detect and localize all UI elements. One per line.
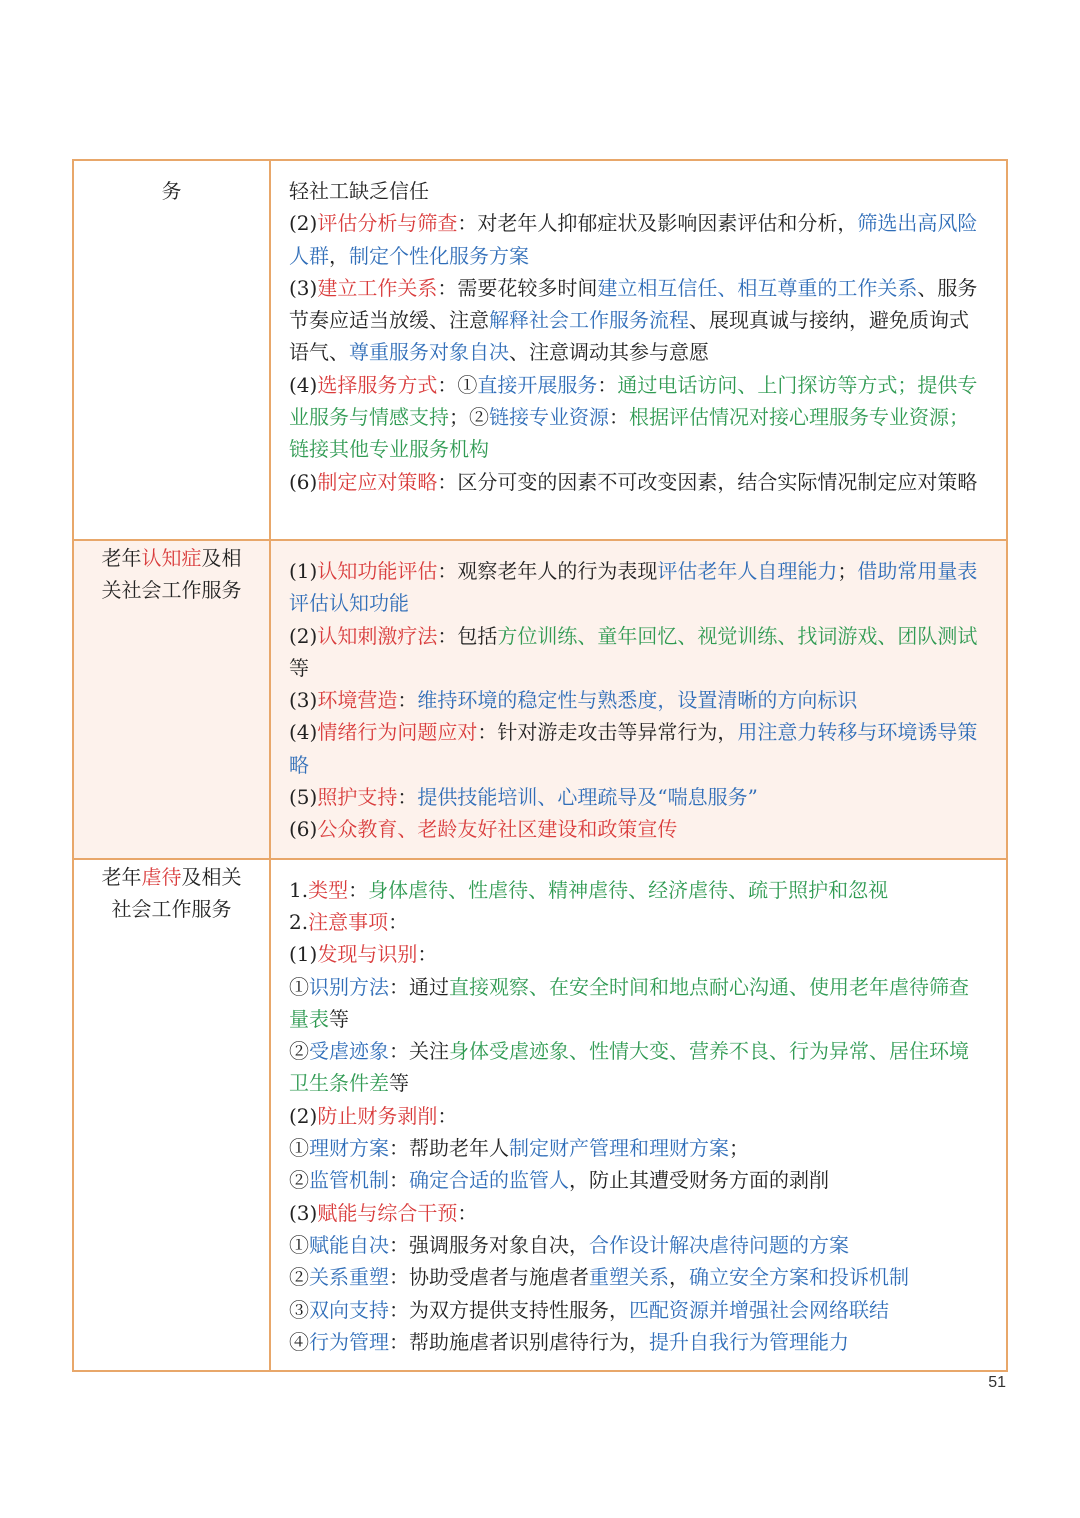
- content-line: [289, 716, 988, 781]
- body-text: ：关注: [389, 1039, 449, 1064]
- body-text: ：对老年人抑郁症状及影响因素评估和分析，: [457, 211, 858, 236]
- highlight-text: 匹配资源并增强社会网络联结: [629, 1297, 889, 1322]
- highlight-text: 根据评估情况对接心理服务专业资源；链接其他专业服务机构: [289, 405, 969, 462]
- table-row: [73, 540, 1007, 859]
- highlight-text: 解释社会工作服务流程: [489, 308, 689, 333]
- content-line: [289, 874, 988, 906]
- heading-text: 制定应对策略: [317, 469, 438, 494]
- body-text: 1.: [289, 877, 309, 902]
- heading-text: 环境营造: [317, 688, 398, 713]
- content-table: [72, 159, 1008, 1372]
- category-text-segment: 务: [161, 179, 182, 203]
- content-line: [289, 684, 988, 716]
- body-text: 等: [389, 1071, 409, 1096]
- highlight-text: 双向支持: [309, 1297, 389, 1322]
- body-text: ，防止其遭受财务方面的剥削: [569, 1168, 829, 1193]
- heading-text: 认知功能评估: [317, 559, 438, 583]
- category-text-segment: 老年: [101, 546, 142, 570]
- body-text: 等: [329, 1006, 349, 1031]
- highlight-text: 通过电话访问、上门探访等方式；提供专业服务与情感支持: [289, 372, 978, 430]
- body-text: 2.: [289, 909, 309, 934]
- body-text: (3): [289, 688, 318, 713]
- highlight-text: 受虐迹象: [309, 1039, 389, 1064]
- heading-text: 照护支持: [317, 785, 398, 810]
- content-line: [289, 1261, 988, 1293]
- content-line: [289, 175, 988, 207]
- body-text: ①: [289, 1136, 309, 1161]
- body-text: ：: [457, 1200, 478, 1225]
- heading-text: 认知刺激疗法: [317, 623, 438, 648]
- heading-text: 情绪行为问题应对: [317, 720, 478, 745]
- body-text: ：包括: [437, 623, 498, 648]
- body-text: 、注意调动其参与意愿: [509, 340, 709, 365]
- content-line: [289, 781, 988, 813]
- body-text: (3): [289, 1200, 318, 1225]
- highlight-text: 身体虐待、性虐待、精神虐待、经济虐待、疏于照护和忽视: [368, 877, 889, 902]
- body-text: ：帮助老年人: [389, 1136, 509, 1161]
- body-text: 、服务节奏应适当放缓、注意: [289, 275, 978, 333]
- body-text: ：: [597, 372, 618, 397]
- row-category-label: [75, 861, 268, 925]
- row-content-cell: [270, 540, 1007, 859]
- body-text: ②: [289, 1265, 309, 1290]
- body-text: ②: [289, 1168, 309, 1193]
- highlight-text: 监管机制: [309, 1168, 389, 1193]
- highlight-text: 筛选出高风险人群: [289, 211, 978, 268]
- body-text: ：: [437, 1103, 458, 1128]
- body-text: ，: [329, 243, 349, 268]
- body-text: (5): [289, 785, 318, 810]
- highlight-text: 重塑关系: [589, 1265, 669, 1290]
- highlight-text: 合作设计解决虐待问题的方案: [589, 1232, 849, 1257]
- body-text: ：: [389, 1168, 409, 1193]
- highlight-text: 方位训练、童年回忆、视觉训练、找词游戏、团队测试: [497, 623, 978, 648]
- row-category-cell: [73, 540, 270, 859]
- heading-text: 建立工作关系: [317, 275, 438, 300]
- row-category-label: [75, 175, 268, 207]
- highlight-text: 确立安全方案和投诉机制: [689, 1265, 909, 1290]
- highlight-text: 尊重服务对象自决: [349, 340, 509, 365]
- highlight-text: 提升自我行为管理能力: [649, 1329, 849, 1354]
- body-text: (6): [289, 469, 318, 494]
- content-line: [289, 1294, 988, 1326]
- body-text: ：通过: [389, 974, 449, 999]
- page-number: 51: [988, 1374, 1006, 1391]
- body-text: ：强调服务对象自决，: [389, 1232, 589, 1257]
- body-text: (1): [289, 942, 318, 967]
- body-text: (4): [289, 372, 318, 397]
- body-text: ，: [669, 1265, 689, 1290]
- highlight-text: 制定个性化服务方案: [349, 243, 529, 268]
- row-category-cell: [73, 859, 270, 1371]
- body-text: ；②: [449, 405, 489, 430]
- highlight-text: 直接开展服务: [477, 372, 598, 397]
- body-text: ：为双方提供支持性服务，: [389, 1297, 629, 1322]
- body-text: ：: [609, 405, 629, 430]
- highlight-text: 评估老年人自理能力: [657, 559, 838, 583]
- content-line: [289, 207, 988, 272]
- heading-text: 选择服务方式: [317, 372, 438, 397]
- content-line: [289, 1326, 988, 1358]
- highlight-text: 制定财产管理和理财方案: [509, 1136, 729, 1161]
- content-line: [289, 1100, 988, 1132]
- body-text: 、展现真诚与接纳，避免质询式语气、: [289, 308, 969, 365]
- highlight-text: 理财方案: [309, 1136, 389, 1161]
- body-text: (2): [289, 1103, 318, 1128]
- highlight-text: 直接观察、在安全时间和地点耐心沟通、使用老年虐待筛查量表: [289, 974, 969, 1031]
- highlight-text: 用注意力转移与环境诱导策略: [289, 720, 978, 777]
- body-text: ：需要花较多时间: [437, 275, 598, 300]
- body-text: ；: [837, 559, 858, 583]
- category-text-segment: 及相关社会工作服务: [111, 864, 242, 921]
- body-text: ：: [397, 785, 418, 810]
- content-line: [289, 466, 988, 498]
- highlight-text: 关系重塑: [309, 1265, 389, 1290]
- highlight-text: 赋能自决: [309, 1232, 389, 1257]
- content-line: [289, 971, 988, 1036]
- body-text: ：针对游走攻击等异常行为，: [477, 720, 738, 745]
- body-text: 等: [289, 655, 309, 680]
- body-text: ①: [289, 1232, 309, 1257]
- body-text: ：区分可变的因素不可改变因素，结合实际情况制定应对策略: [437, 469, 978, 494]
- highlight-text: 识别方法: [309, 974, 389, 999]
- table-row: [73, 160, 1007, 540]
- body-text: ：: [397, 688, 418, 713]
- body-text: (3): [289, 275, 318, 300]
- row-content-cell: [270, 859, 1007, 1371]
- content-line: [289, 369, 988, 466]
- content-line: [289, 1229, 988, 1261]
- highlight-text: 确定合适的监管人: [409, 1168, 569, 1193]
- heading-text: 防止财务剥削: [317, 1103, 438, 1128]
- body-text: ：①: [437, 372, 478, 397]
- highlight-text: 链接专业资源: [489, 405, 609, 430]
- content-line: [289, 555, 988, 620]
- heading-text: 注意事项: [308, 909, 389, 934]
- body-text: ①: [289, 974, 309, 999]
- heading-text: 评估分析与筛查: [317, 211, 458, 236]
- highlight-text: 借助常用量表评估认知功能: [289, 559, 978, 616]
- row-category-cell: [73, 160, 270, 540]
- body-text: ：协助受虐者与施虐者: [389, 1265, 589, 1290]
- body-text: (4): [289, 720, 318, 745]
- body-text: ④: [289, 1329, 309, 1354]
- content-line: [289, 1197, 988, 1229]
- row-category-label: [75, 542, 268, 606]
- body-text: ：: [417, 942, 438, 967]
- heading-text: 发现与识别: [317, 942, 418, 967]
- category-text-segment: 老年: [101, 864, 142, 889]
- content-line: [289, 1035, 988, 1100]
- body-text: 轻社工缺乏信任: [289, 179, 429, 203]
- highlight-text: 身体受虐迹象、性情大变、营养不良、行为异常、居住环境卫生条件差: [289, 1039, 969, 1096]
- heading-text: 公众教育、老龄友好社区建设和政策宣传: [317, 817, 678, 842]
- content-line: [289, 813, 988, 845]
- row-content-cell: [270, 160, 1007, 540]
- body-text: ；: [729, 1136, 749, 1161]
- body-text: ：帮助施虐者识别虐待行为，: [389, 1329, 649, 1354]
- body-text: ：观察老年人的行为表现: [437, 559, 658, 583]
- category-text-segment: 虐待: [141, 864, 182, 889]
- content-line: [289, 1164, 988, 1196]
- heading-text: 类型: [308, 877, 349, 902]
- table-row: [73, 859, 1007, 1371]
- heading-text: 赋能与综合干预: [317, 1200, 458, 1225]
- table-body: [73, 160, 1007, 1371]
- body-text: ③: [289, 1297, 309, 1322]
- body-text: (1): [289, 559, 318, 583]
- body-text: (6): [289, 817, 318, 842]
- content-line: [289, 906, 988, 938]
- body-text: (2): [289, 211, 318, 236]
- highlight-text: 建立相互信任、相互尊重的工作关系: [597, 275, 918, 300]
- content-line: [289, 272, 988, 369]
- highlight-text: 维持环境的稳定性与熟悉度，设置清晰的方向标识: [417, 688, 858, 713]
- body-text: (2): [289, 623, 318, 648]
- category-text-segment: 及相关社会工作服务: [101, 546, 242, 602]
- body-text: ：: [388, 909, 409, 934]
- highlight-text: 提供技能培训、心理疏导及“喘息服务”: [417, 785, 758, 810]
- category-text-segment: 认知症: [141, 546, 202, 570]
- highlight-text: 行为管理: [309, 1329, 389, 1354]
- content-line: [289, 1132, 988, 1164]
- body-text: ：: [348, 877, 369, 902]
- content-line: [289, 620, 988, 685]
- content-line: [289, 938, 988, 970]
- body-text: ②: [289, 1039, 309, 1064]
